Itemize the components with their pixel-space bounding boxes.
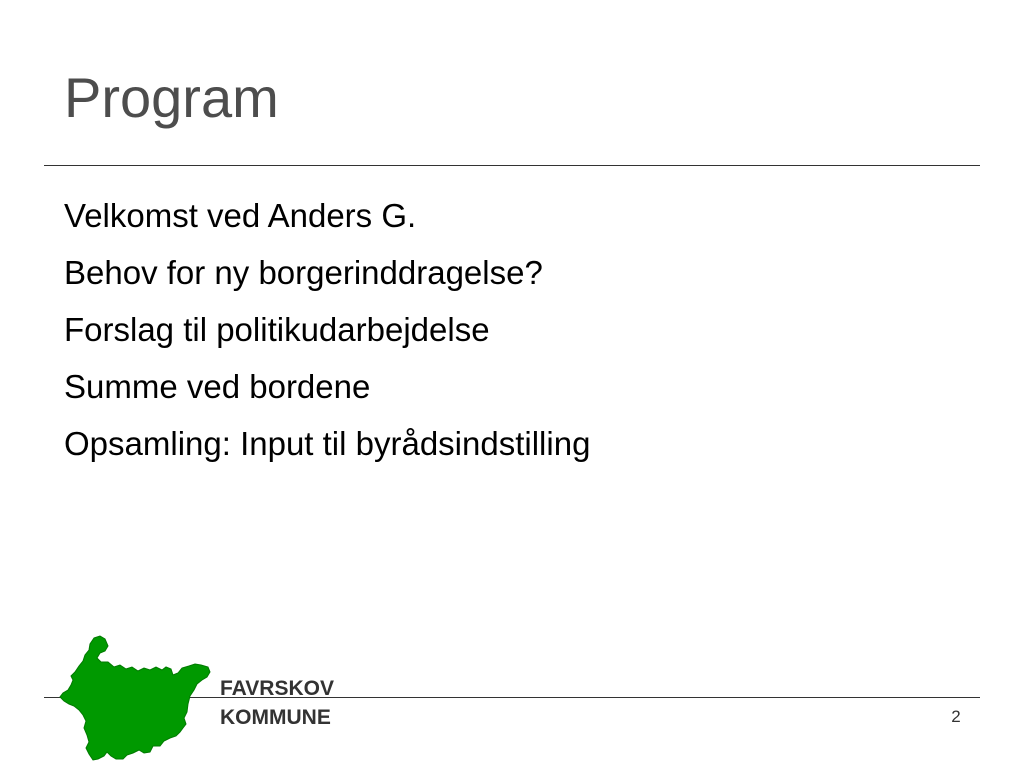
municipality-name [220,674,334,732]
brand-line-2: KOMMUNE [220,706,331,729]
agenda-item: Forslag til politikudarbejdelse [64,311,490,348]
title-divider [44,165,980,166]
page-number: 2 [951,707,961,726]
agenda-item: Behov for ny borgerinddragelse? [64,254,543,291]
agenda-item: Opsamling: Input til byrådsindstilling [64,425,591,462]
agenda-list [64,187,590,472]
slide-title: Program [64,66,279,129]
municipality-map-icon [56,634,214,764]
agenda-item: Summe ved bordene [64,368,371,405]
brand-line-1: FAVRSKOV [220,677,334,700]
agenda-item: Velkomst ved Anders G. [64,197,417,234]
